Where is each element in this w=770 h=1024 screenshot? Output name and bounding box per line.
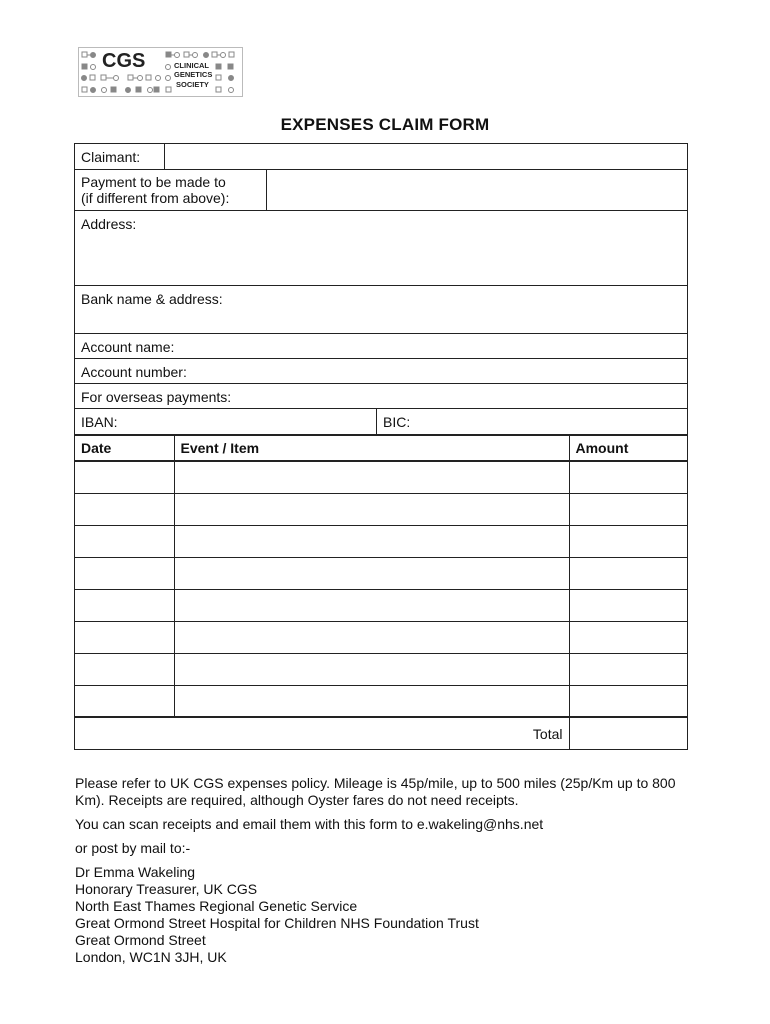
cgs-logo [78, 47, 243, 97]
address-line: Honorary Treasurer, UK CGS [75, 881, 258, 897]
date-cell[interactable] [75, 557, 174, 589]
account-name-row[interactable] [75, 334, 687, 359]
address-line: Dr Emma Wakeling [75, 864, 196, 880]
address-line: Great Ormond Street [75, 932, 206, 948]
bic-field[interactable] [376, 409, 687, 434]
pedigree-logo-icon [78, 47, 243, 97]
claimant-details-form [74, 143, 688, 435]
account-name-label: Account name: [81, 339, 175, 355]
bank-field[interactable] [75, 286, 687, 333]
iban-label: IBAN: [81, 414, 118, 430]
post-text: or post by mail to:- [75, 840, 191, 856]
overseas-row [75, 384, 687, 409]
account-number-field[interactable] [75, 359, 687, 383]
address-row[interactable] [75, 211, 687, 286]
iban-field[interactable] [75, 409, 376, 434]
date-header: Date [75, 436, 174, 461]
payment-label [75, 170, 266, 210]
payment-input[interactable] [266, 170, 687, 210]
account-number-label: Account number: [81, 364, 187, 380]
event-cell[interactable] [174, 589, 569, 621]
amount-cell[interactable] [569, 461, 687, 493]
svg-text:SOCIETY: SOCIETY [176, 80, 209, 89]
table-header-row [75, 436, 687, 461]
total-row [75, 717, 687, 749]
event-header: Event / Item [174, 436, 569, 461]
policy-text: Please refer to UK CGS expenses policy. Mileage is 45p/mile, up to 500 miles (25p/Km up to 800 Km). Receipts are required, although Oyster fares do not need receipts. [75, 775, 676, 808]
amount-cell[interactable] [569, 589, 687, 621]
table-row [75, 461, 687, 493]
claimant-input[interactable] [164, 144, 687, 169]
account-number-row[interactable] [75, 359, 687, 384]
address-line: London, WC1N 3JH, UK [75, 949, 227, 965]
date-cell[interactable] [75, 493, 174, 525]
date-cell[interactable] [75, 621, 174, 653]
address-label: Address: [81, 216, 137, 232]
payment-label-line2: (if different from above): [81, 190, 230, 206]
date-cell[interactable] [75, 685, 174, 717]
amount-header: Amount [569, 436, 687, 461]
overseas-label: For overseas payments: [81, 389, 232, 405]
instructions [75, 775, 705, 966]
iban-bic-row [75, 409, 687, 434]
event-cell[interactable] [174, 557, 569, 589]
date-cell[interactable] [75, 653, 174, 685]
table-row [75, 493, 687, 525]
amount-cell[interactable] [569, 621, 687, 653]
page-title: EXPENSES CLAIM FORM [280, 115, 490, 134]
table-row [75, 685, 687, 717]
table-row [75, 525, 687, 557]
event-cell[interactable] [174, 621, 569, 653]
amount-cell[interactable] [569, 653, 687, 685]
postal-address [75, 864, 705, 966]
table-row [75, 653, 687, 685]
amount-cell[interactable] [569, 525, 687, 557]
date-cell[interactable] [75, 525, 174, 557]
bank-label: Bank name & address: [81, 291, 223, 307]
total-amount-cell[interactable] [569, 717, 687, 749]
payment-label-line1: Payment to be made to [81, 174, 226, 190]
event-cell[interactable] [174, 461, 569, 493]
address-field[interactable] [75, 211, 687, 285]
svg-text:GENETICS: GENETICS [174, 70, 213, 79]
event-cell[interactable] [174, 525, 569, 557]
address-line: North East Thames Regional Genetic Service [75, 898, 358, 914]
claimant-row [75, 144, 687, 170]
svg-text:CGS: CGS [102, 50, 146, 72]
date-cell[interactable] [75, 589, 174, 621]
event-cell[interactable] [174, 493, 569, 525]
amount-cell[interactable] [569, 493, 687, 525]
event-cell[interactable] [174, 653, 569, 685]
payment-row [75, 170, 687, 211]
table-row [75, 557, 687, 589]
address-line: Great Ormond Street Hospital for Children NHS Foundation Trust [75, 915, 479, 931]
amount-cell[interactable] [569, 557, 687, 589]
amount-cell[interactable] [569, 685, 687, 717]
date-cell[interactable] [75, 461, 174, 493]
table-row [75, 589, 687, 621]
scan-text: You can scan receipts and email them with this form to e.wakeling@nhs.net [75, 816, 544, 832]
event-cell[interactable] [174, 685, 569, 717]
account-name-field[interactable] [75, 334, 687, 358]
expenses-table [74, 434, 688, 750]
claimant-label: Claimant: [81, 149, 141, 165]
table-row [75, 621, 687, 653]
bic-label: BIC: [383, 414, 411, 430]
bank-row[interactable] [75, 286, 687, 334]
total-label: Total [75, 717, 569, 749]
svg-text:CLINICAL: CLINICAL [174, 61, 209, 70]
